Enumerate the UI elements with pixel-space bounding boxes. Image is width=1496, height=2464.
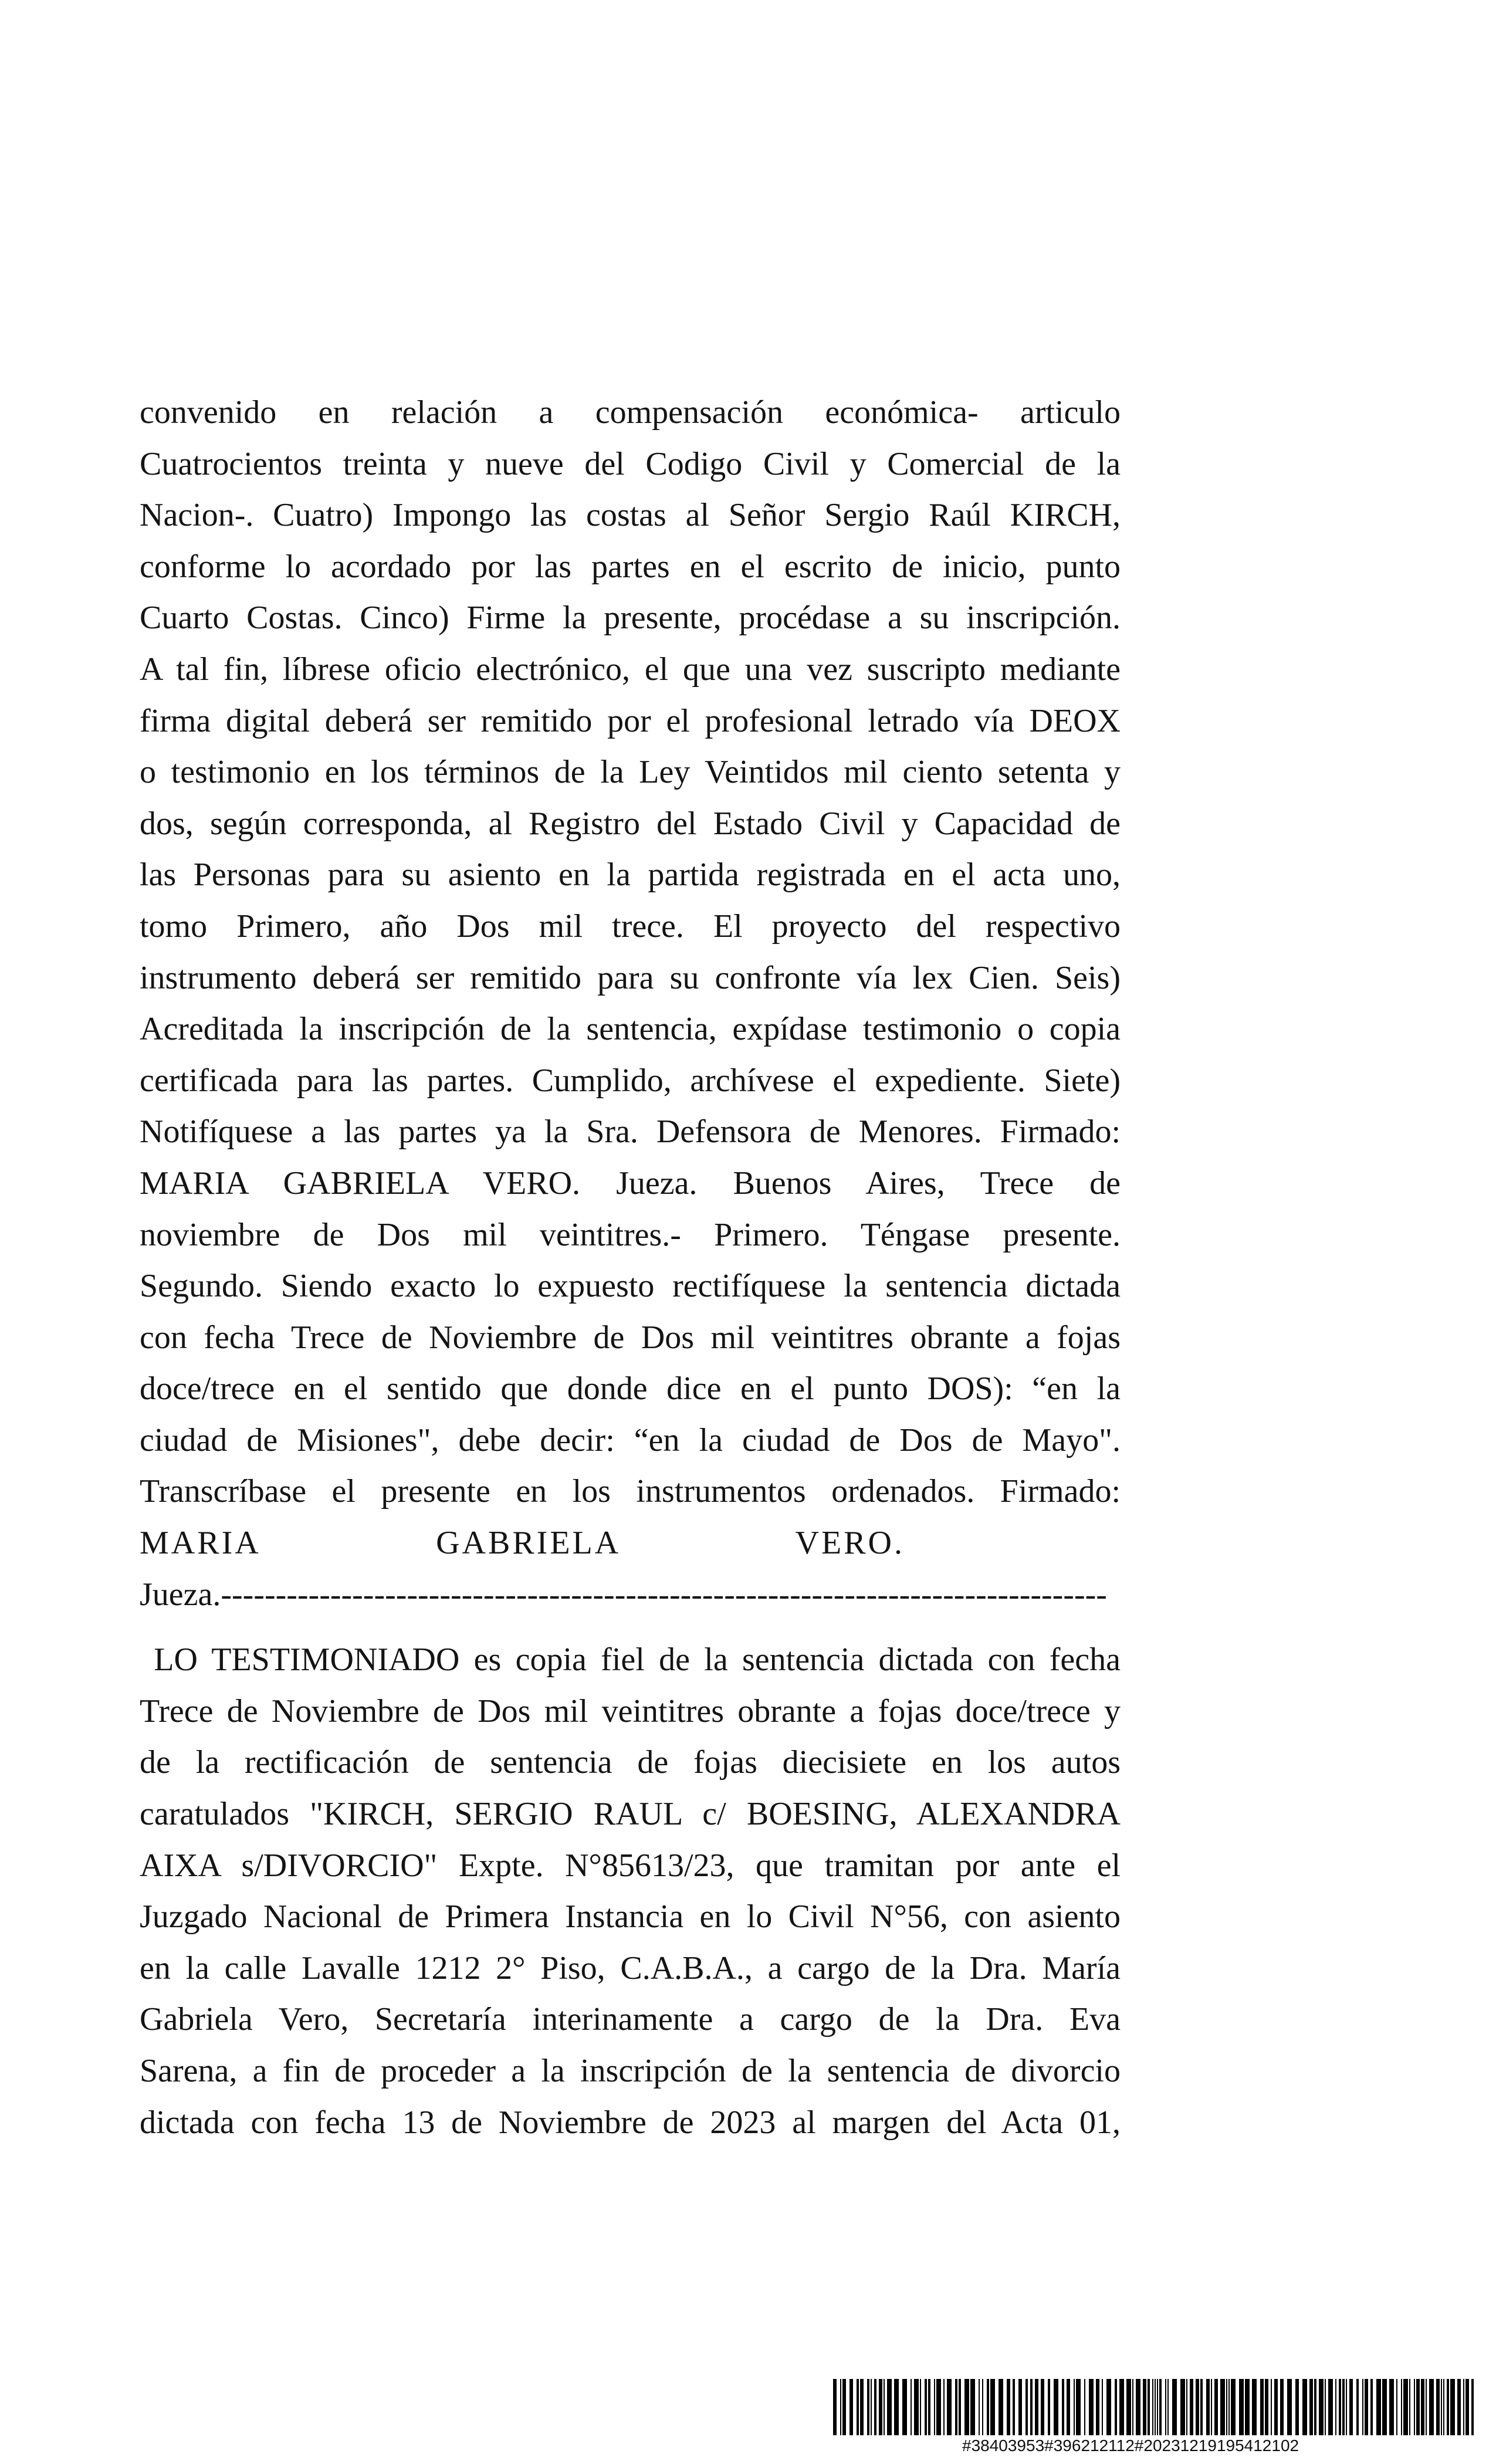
barcode-bar: [1463, 2379, 1464, 2435]
signature-name-line: MARIA GABRIELA VERO.: [140, 1525, 905, 1562]
barcode-bar: [964, 2379, 969, 2435]
barcode-bar: [1429, 2379, 1434, 2435]
barcode-bar: [943, 2379, 945, 2435]
barcode-bar: [1186, 2379, 1187, 2435]
barcode-bar: [1346, 2379, 1347, 2435]
barcode-bar: [1335, 2379, 1336, 2435]
text-line: ciudad de Misiones", debe decir: “en la ciudad de Dos de Mayo".: [140, 1421, 1121, 1458]
barcode-bar: [970, 2379, 975, 2435]
barcode-bar: [1287, 2379, 1292, 2435]
barcode-bar: [1231, 2379, 1236, 2435]
barcode-bar: [1054, 2379, 1058, 2435]
barcode-bar: [911, 2379, 912, 2435]
text-line: Segundo. Siendo exacto lo expuesto rectifíquese la sentencia dictada: [140, 1268, 1121, 1305]
barcode-bar: [1157, 2379, 1158, 2435]
barcode-bar: [959, 2379, 961, 2435]
barcode-bar: [1096, 2379, 1099, 2435]
barcode-bar: [1339, 2379, 1341, 2435]
text-line: caratulados "KIRCH, SERGIO RAUL c/ BOESING, ALEXANDRA: [140, 1796, 1121, 1833]
text-line: Transcríbase el presente en los instrumentos ordenados. Firmado:: [140, 1473, 1121, 1510]
barcode-bar: [1271, 2379, 1272, 2435]
barcode-bar: [1342, 2379, 1345, 2435]
barcode-number: #38403953#396212112#20231219195412102: [962, 2436, 1299, 2455]
barcode-bar: [1167, 2379, 1169, 2435]
text-line: MARIA GABRIELA VERO. Jueza. Buenos Aires, Trece de: [140, 1165, 1121, 1201]
barcode-bar: [1136, 2379, 1140, 2435]
barcode-bar: [867, 2379, 869, 2435]
text-line: dos, según corresponda, al Registro del Estado Civil y Capacidad de: [140, 805, 1121, 842]
barcode-bar: [947, 2379, 952, 2435]
barcode-bar: [1295, 2379, 1299, 2435]
barcode-bar: [1239, 2379, 1244, 2435]
barcode-bar: [887, 2379, 892, 2435]
barcode-bar: [879, 2379, 882, 2435]
barcode-bar: [925, 2379, 927, 2435]
text-line: Notifíquese a las partes ya la Sra. Defensora de Menores. Firmado:: [140, 1113, 1121, 1150]
barcode-bar: [1265, 2379, 1268, 2435]
barcode-bar: [982, 2379, 983, 2435]
barcode-bar: [1362, 2379, 1363, 2435]
barcode-bar: [928, 2379, 930, 2435]
barcode-bar: [1443, 2379, 1444, 2435]
text-line: las Personas para su asiento en la partida registrada en el acta uno,: [140, 857, 1121, 893]
barcode-bar: [1172, 2379, 1177, 2435]
barcode-bar: [860, 2379, 864, 2435]
barcode-bar: [1319, 2379, 1324, 2435]
text-line: certificada para las partes. Cumplido, archívese el expediente. Siete): [140, 1062, 1121, 1099]
barcode-bar: [1048, 2379, 1050, 2435]
barcode-bar: [1328, 2379, 1333, 2435]
barcode-bar: [1280, 2379, 1284, 2435]
text-line: Cuarto Costas. Cinco) Firme la presente, procédase a su inscripción.: [140, 600, 1121, 637]
barcode-bar: [1325, 2379, 1326, 2435]
barcode-bar: [1421, 2379, 1424, 2435]
barcode-bar: [1200, 2379, 1203, 2435]
barcode-bar: [1115, 2379, 1117, 2435]
barcode-bar: [1245, 2379, 1250, 2435]
barcode-bar: [1041, 2379, 1044, 2435]
barcode-bar: [1165, 2379, 1166, 2435]
barcode-bar: [1025, 2379, 1028, 2435]
barcode-bar: [840, 2379, 841, 2435]
barcode-bar: [871, 2379, 872, 2435]
barcode-bar: [1007, 2379, 1010, 2435]
barcode-bar: [934, 2379, 935, 2435]
barcode-bar: [1132, 2379, 1133, 2435]
barcode-bar: [1401, 2379, 1402, 2435]
text-line: LO TESTIMONIADO es copia fiel de la sentencia dictada con fecha: [140, 1641, 1121, 1678]
barcode-bar: [936, 2379, 941, 2435]
paragraph-gap: [140, 1620, 1121, 1634]
text-line: Trece de Noviembre de Dos mil veintitres obrante a fojas doce/trece y: [140, 1693, 1121, 1729]
barcode-bar: [894, 2379, 899, 2435]
barcode-bar: [1196, 2379, 1199, 2435]
barcode-bar: [1190, 2379, 1193, 2435]
text-line: noviembre de Dos mil veintitres.- Primero. Téngase presente.: [140, 1216, 1121, 1253]
barcode-bar: [1013, 2379, 1015, 2435]
text-line: dictada con fecha 13 de Noviembre de 2023 al margen del Acta 01,: [140, 2104, 1121, 2141]
barcode-bar: [1389, 2379, 1394, 2435]
barcode-bar: [874, 2379, 876, 2435]
barcode-bar: [1148, 2379, 1150, 2435]
barcode-bar: [1260, 2379, 1264, 2435]
text-line: con fecha Trece de Noviembre de Dos mil veintitres obrante a fojas: [140, 1319, 1121, 1356]
barcode-bar: [1106, 2379, 1111, 2435]
barcode-bar: [1206, 2379, 1210, 2435]
text-line: en la calle Lavalle 1212 2° Piso, C.A.B.A., a cargo de la Dra. María: [140, 1949, 1121, 1986]
barcode-bar: [1062, 2379, 1064, 2435]
barcode-bar: [1457, 2379, 1461, 2435]
barcode-bar: [1211, 2379, 1212, 2435]
barcode-bar: [1274, 2379, 1278, 2435]
text-line: o testimonio en los términos de la Ley Veintidos mil ciento setenta y: [140, 754, 1121, 791]
barcode-bar: [1382, 2379, 1387, 2435]
barcode-bar: [1450, 2379, 1455, 2435]
barcode-image: [833, 2379, 1474, 2435]
text-line: Gabriela Vero, Secretaría interinamente a cargo de la Dra. Eva: [140, 2001, 1121, 2038]
barcode-bar: [1076, 2379, 1081, 2435]
barcode-bar: [842, 2379, 846, 2435]
barcode-bar: [1414, 2379, 1415, 2435]
text-line: de la rectificación de sentencia de fojas diecisiete en los autos: [140, 1744, 1121, 1781]
barcode-bar: [1152, 2379, 1153, 2435]
text-line: A tal fin, líbrese oficio electrónico, el que una vez suscripto mediante: [140, 651, 1121, 688]
barcode-bar: [1074, 2379, 1075, 2435]
barcode-bar: [1102, 2379, 1103, 2435]
barcode-bar: [1356, 2379, 1359, 2435]
text-line: AIXA s/DIVORCIO" Expte. N°85613/23, que tramitan por ante el: [140, 1847, 1121, 1884]
barcode-bar: [1089, 2379, 1094, 2435]
barcode-bar: [1447, 2379, 1449, 2435]
text-line: firma digital deberá ser remitido por el profesional letrado vía DEOX: [140, 702, 1121, 739]
barcode-bar: [1126, 2379, 1131, 2435]
barcode-bar: [999, 2379, 1003, 2435]
barcode-block: [833, 2379, 1474, 2455]
barcode-bar: [1067, 2379, 1070, 2435]
barcode-bar: [1119, 2379, 1124, 2435]
barcode-bar: [1426, 2379, 1427, 2435]
barcode-bar: [833, 2379, 837, 2435]
barcode-bar: [1035, 2379, 1038, 2435]
barcode-bar: [884, 2379, 885, 2435]
text-line: Acreditada la inscripción de la sentencia, expídase testimonio o copia: [140, 1011, 1121, 1048]
signature-title-line: Jueza.---------------------------------------------------------------------------------: [140, 1576, 1107, 1613]
barcode-bar: [1228, 2379, 1230, 2435]
barcode-bar: [902, 2379, 907, 2435]
text-line: Nacion-. Cuatro) Impongo las costas al Señor Sergio Raúl KIRCH,: [140, 497, 1121, 534]
barcode-bar: [914, 2379, 919, 2435]
barcode-bar: [1084, 2379, 1085, 2435]
barcode-bar: [955, 2379, 957, 2435]
barcode-bar: [1159, 2379, 1162, 2435]
barcode-bar: [1018, 2379, 1022, 2435]
barcode-bar: [1471, 2379, 1474, 2435]
text-line: doce/trece en el sentido que donde dice en el punto DOS): “en la: [140, 1370, 1121, 1407]
barcode-bar: [1180, 2379, 1185, 2435]
barcode-bar: [1376, 2379, 1381, 2435]
text-line: tomo Primero, año Dos mil trece. El proyecto del respectivo: [140, 908, 1121, 945]
barcode-bar: [990, 2379, 995, 2435]
barcode-bar: [987, 2379, 989, 2435]
barcode-bar: [1416, 2379, 1420, 2435]
barcode-bar: [1309, 2379, 1313, 2435]
text-line: instrumento deberá ser remitido para su confronte vía lex Cien. Seis): [140, 959, 1121, 996]
barcode-bar: [1465, 2379, 1469, 2435]
text-line: Juzgado Nacional de Primera Instancia en lo Civil N°56, con asiento: [140, 1898, 1121, 1935]
barcode-bar: [979, 2379, 980, 2435]
barcode-bar: [1441, 2379, 1442, 2435]
barcode-bar: [1214, 2379, 1218, 2435]
barcode-bar: [1409, 2379, 1410, 2435]
barcode-bar: [1302, 2379, 1307, 2435]
barcode-bar: [1365, 2379, 1368, 2435]
barcode-bar: [857, 2379, 859, 2435]
barcode-bar: [1226, 2379, 1227, 2435]
barcode-bar: [1252, 2379, 1257, 2435]
text-line: convenido en relación a compensación económica- articulo: [140, 394, 1121, 431]
barcode-bar: [920, 2379, 921, 2435]
barcode-bar: [1155, 2379, 1156, 2435]
document-body: [140, 387, 1121, 2148]
text-line: Cuatrocientos treinta y nueve del Codigo Civil y Comercial de la: [140, 445, 1121, 482]
barcode-bar: [1370, 2379, 1373, 2435]
barcode-bar: [1314, 2379, 1316, 2435]
text-line: Sarena, a fin de proceder a la inscripción de la sentencia de divorcio: [140, 2053, 1121, 2089]
barcode-bar: [1436, 2379, 1440, 2435]
barcode-bar: [1403, 2379, 1408, 2435]
barcode-bar: [1220, 2379, 1225, 2435]
barcode-bar: [1349, 2379, 1353, 2435]
barcode-bar: [1030, 2379, 1033, 2435]
text-line: conforme lo acordado por las partes en el escrito de inicio, punto: [140, 548, 1121, 585]
barcode-bar: [849, 2379, 853, 2435]
barcode-bar: [1143, 2379, 1146, 2435]
barcode-bar: [1396, 2379, 1397, 2435]
